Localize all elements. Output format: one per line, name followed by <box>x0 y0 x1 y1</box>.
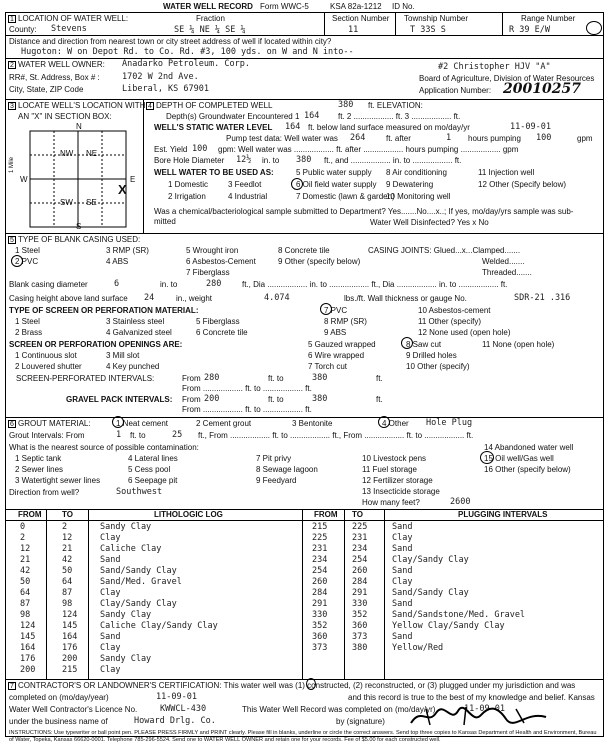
table-cell: Sand <box>392 544 413 554</box>
table-cell: Clay/Sandy Clay <box>100 599 177 609</box>
screen-rmp: 8 RMP (SR) <box>324 317 367 326</box>
table-row <box>6 598 603 608</box>
sawcut-circle <box>401 337 413 349</box>
static-level-date: 11-09-01 <box>510 122 551 132</box>
gravel-to: 380 <box>312 394 328 404</box>
casing-diameter-mid: in. to <box>160 280 178 289</box>
contam-fuel: 11 Fuel storage <box>362 465 417 474</box>
table-cell: 330 <box>312 610 328 620</box>
table-cell: 231 <box>352 533 368 543</box>
casing-rmp: 3 RMP (SR) <box>106 246 149 255</box>
feet-label: How many feet? <box>362 498 420 507</box>
casing-diameter-label: Blank casing diameter <box>9 280 88 289</box>
spi-from: 280 <box>204 373 220 383</box>
open-key: 4 Key punched <box>106 362 160 371</box>
form-title: WATER WELL RECORD <box>163 2 253 11</box>
contam-septic: 1 Septic tank <box>15 454 62 463</box>
contam-livestock: 10 Livestock pens <box>362 454 427 463</box>
spi-to-label: ft. to <box>268 374 284 383</box>
static-level-value: 164 <box>285 122 301 132</box>
location-x-mark: X <box>118 182 127 197</box>
casing-concrete: 8 Concrete tile <box>278 246 330 255</box>
table-cell: Clay <box>100 665 121 675</box>
section6-label: 6 GROUT MATERIAL: <box>8 420 91 428</box>
table-cell: 284 <box>312 588 328 598</box>
table-cell: Sand <box>392 599 413 609</box>
table-cell: Sand <box>392 522 413 532</box>
log-header: FROM TO LITHOLOGIC LOG FROM TO PLUGGING INTERVALS <box>18 510 548 519</box>
ew-circle <box>586 21 602 35</box>
table-cell: 124 <box>62 610 78 620</box>
table-row <box>6 543 603 553</box>
owner-value: Anadarko Petroleum. Corp. <box>122 59 250 69</box>
table-cell: 98 <box>20 610 31 620</box>
contam-sewer: 2 Sewer lines <box>15 465 64 474</box>
signature-label: by (signature) <box>336 717 385 726</box>
use-feedlot: 3 Feedlot <box>228 180 262 189</box>
table-cell: 50 <box>62 566 73 576</box>
open-wire: 6 Wire wrapped <box>308 351 365 360</box>
table-cell: 254 <box>312 566 328 576</box>
record-date: 11-09-01 <box>464 704 505 714</box>
table-cell: Yellow Clay/Sandy Clay <box>392 621 505 631</box>
table-cell: 373 <box>352 632 368 642</box>
table-cell: 254 <box>352 555 368 565</box>
casing-height-value: 24 <box>144 293 155 303</box>
section5-label: 5 TYPE OF BLANK CASING USED: <box>8 236 140 244</box>
contam-oilwell: 15 Oil well/Gas well <box>484 454 554 463</box>
table-cell: 234 <box>352 544 368 554</box>
township-value: T 33S S <box>410 25 446 35</box>
use-air: 8 Air conditioning <box>386 168 447 177</box>
grout-from: 1 <box>116 430 122 440</box>
open-gauzed: 5 Gauzed wrapped <box>308 340 376 349</box>
table-cell: 291 <box>352 588 368 598</box>
grout-tail: ft., From .................. ft. to .................. ft., From .................. ft. to .................. ft. <box>198 431 474 440</box>
section2-label: 2 WATER WELL OWNER: <box>8 61 105 69</box>
county-label: County: <box>9 25 37 34</box>
table-cell: Clay <box>100 588 121 598</box>
sw-label: SW <box>60 198 73 207</box>
signature <box>406 703 556 729</box>
table-cell: 2 <box>20 533 26 543</box>
fraction-label: Fraction <box>196 14 225 23</box>
business-label: under the business name of <box>9 717 108 726</box>
table-cell: Yellow/Red <box>392 643 444 653</box>
table-cell: 164 <box>62 632 78 642</box>
casing-diameter-to: 280 <box>206 279 222 289</box>
table-cell: Sand/Sandy Clay <box>392 588 469 598</box>
open-mill: 3 Mill slot <box>106 351 140 360</box>
table-cell: Sand <box>392 566 413 576</box>
direction-value: Southwest <box>116 487 163 497</box>
contam-other: 16 Other (specify below) <box>484 465 571 474</box>
table-cell: 352 <box>312 621 328 631</box>
casing-height-label: Casing height above land surface <box>9 294 128 303</box>
grout-other-circle <box>378 416 390 428</box>
township-label: Township Number <box>404 14 469 23</box>
table-cell: Sand <box>392 632 413 642</box>
gravel-from-label: From <box>182 395 201 404</box>
table-cell: 200 <box>20 665 36 675</box>
id-label: ID No. <box>392 2 415 11</box>
west-label: W <box>20 175 28 184</box>
table-cell: 284 <box>352 577 368 587</box>
business-value: Howard Drlg. Co. <box>134 716 216 726</box>
se-label: SE <box>86 198 97 207</box>
groundwater-label: Depth(s) Groundwater Encountered 1 <box>166 112 300 121</box>
ne-label: NE <box>86 149 98 158</box>
table-row <box>6 653 603 663</box>
screen-stainless: 3 Stainless steel <box>106 317 165 326</box>
licence-label: Water Well Contractor's Licence No. <box>9 705 138 714</box>
screen-other: 11 Other (specify) <box>418 317 481 326</box>
yield-label: Est. Yield <box>154 145 188 154</box>
elevation-label: ft. ELEVATION: <box>368 101 423 110</box>
table-cell: 373 <box>312 643 328 653</box>
open-continuous: 1 Continuous slot <box>15 351 77 360</box>
well-name: #2 Christopher HJV "A" <box>438 62 551 72</box>
table-cell: 360 <box>312 632 328 642</box>
table-cell: 2 <box>62 522 68 532</box>
spi-label: SCREEN-PERFORATED INTERVALS: <box>16 374 155 383</box>
contam-label: What is the nearest source of possible contamination: <box>9 443 199 452</box>
application-label: Application Number: <box>419 86 492 95</box>
casing-weight-label: in., weight <box>176 294 213 303</box>
contam-insecticide: 13 Insecticide storage <box>362 487 440 496</box>
screen-galvanized: 4 Galvanized steel <box>106 328 172 337</box>
range-label: Range Number <box>521 14 576 23</box>
table-cell: 42 <box>62 555 73 565</box>
casing-weight-value: 4.074 <box>264 293 290 303</box>
bore-mid: in. to <box>262 156 280 165</box>
table-cell: Sandy Clay <box>100 654 152 664</box>
table-cell: 21 <box>20 555 31 565</box>
table-cell: 50 <box>20 577 31 587</box>
licence-value: KWWCL-430 <box>160 704 207 714</box>
grout-to: 25 <box>172 430 183 440</box>
table-cell: Clay <box>100 533 121 543</box>
instructions: INSTRUCTIONS: Use typewriter or ball point pen. PLEASE PRESS FIRMLY and PRINT clearly. Please fill in blanks, underline or circle the correct answers. Send top three copies to Kansas Department of Health and Environment, Bureau of Water, Topeka, Kansas 66620-0001. Telephone 785-296-5524. Send one to WATER WELL OWNER and retain one for your records. Fee of $5.00 for each constructed well. <box>9 730 597 743</box>
table-cell: 215 <box>62 665 78 675</box>
disinfected: Water Well Disinfected? Yes x No <box>370 218 489 227</box>
casing-diameter-tail: ft., Dia .................. in. to .................. ft., Dia .................. in. to .................. ft. <box>242 280 508 289</box>
table-cell: 64 <box>62 577 73 587</box>
pump-hours-value: 1 <box>446 133 452 143</box>
grout-to-label: ft. to <box>130 431 146 440</box>
casing-other: 9 Other (specify below) <box>278 257 361 266</box>
bore-value: 12½ <box>236 155 252 165</box>
table-cell: 200 <box>62 654 78 664</box>
oilwell-circle <box>480 451 494 464</box>
feet-value: 2600 <box>450 497 471 507</box>
table-cell: 225 <box>352 522 368 532</box>
range-value: R 39 E/W <box>509 25 550 35</box>
table-cell: Sand <box>100 632 121 642</box>
table-cell: 225 <box>312 533 328 543</box>
open-louvered: 2 Louvered shutter <box>15 362 82 371</box>
grout-other-value: Hole Plug <box>426 418 473 428</box>
table-row <box>6 576 603 586</box>
open-sawcut: 8 Saw cut <box>406 340 442 349</box>
pump-tail: hours pumping <box>468 134 521 143</box>
gravel-label: GRAVEL PACK INTERVALS: <box>66 395 173 404</box>
screen-pvc: 7 PVC <box>324 306 348 315</box>
direction-label: Direction from well? <box>9 488 80 497</box>
completed-value: 11-09-01 <box>156 692 197 702</box>
casing-abs: 4 ABS <box>106 257 129 266</box>
board-label: Board of Agriculture, Division of Water Resources <box>419 74 595 83</box>
table-cell: Caliche Clay <box>100 544 162 554</box>
table-cell: 124 <box>20 621 36 631</box>
table-row <box>6 532 603 542</box>
casing-joints: CASING JOINTS: Glued...x...Clamped....... <box>368 246 521 255</box>
pump-mid: ft. after <box>386 134 411 143</box>
form-header <box>0 2 609 12</box>
table-cell: 330 <box>352 599 368 609</box>
spi-ft: ft. <box>376 374 383 383</box>
north-label: N <box>76 122 82 131</box>
depth-value: 380 <box>338 100 354 110</box>
gravel-ft: ft. <box>376 395 383 404</box>
gpm-unit: gpm <box>577 134 593 143</box>
table-cell: Clay <box>100 643 121 653</box>
casing-sdr: SDR-21 .316 <box>514 293 571 303</box>
distance-label: Distance and direction from nearest town or city street address of well if located within city? <box>9 37 332 46</box>
use-industrial: 4 Industrial <box>228 192 268 201</box>
table-row <box>6 521 603 531</box>
pump-test-label: Pump test data: Well water was <box>226 134 338 143</box>
screen-concrete: 6 Concrete tile <box>196 328 248 337</box>
log-table <box>6 509 603 679</box>
table-cell: 145 <box>62 621 78 631</box>
table-row <box>6 587 603 597</box>
table-cell: 231 <box>312 544 328 554</box>
table-cell: 87 <box>20 599 31 609</box>
table-cell: 215 <box>312 522 328 532</box>
table-row <box>6 565 603 575</box>
fraction-value: SE ¼ NE ¼ SE ¼ <box>174 25 246 35</box>
section-value: 11 <box>348 25 359 35</box>
screen-abs: 9 ABS <box>324 328 347 337</box>
casing-asbestos: 6 Asbestos-Cement <box>186 257 256 266</box>
table-cell: 98 <box>62 599 73 609</box>
table-cell: 164 <box>20 643 36 653</box>
spi-from-label: From <box>182 374 201 383</box>
contam-lateral: 4 Lateral lines <box>128 454 178 463</box>
county-value: Stevens <box>51 24 87 34</box>
contam-feedyard: 9 Feedyard <box>256 476 297 485</box>
use-label: WELL WATER TO BE USED AS: <box>154 168 274 177</box>
nw-label: NW <box>60 149 74 158</box>
bore-label: Bore Hole Diameter <box>154 156 225 165</box>
table-cell: Clay <box>392 533 413 543</box>
static-level-label: WELL'S STATIC WATER LEVEL <box>154 123 273 132</box>
table-cell: 176 <box>20 654 36 664</box>
use-oilfield: 6 Oil field water supply <box>296 180 377 189</box>
contam-pit: 7 Pit privy <box>256 454 292 463</box>
casing-weight-tail: lbs./ft. Wall thickness or gauge No. <box>344 294 467 303</box>
oilfield-circle <box>291 178 303 190</box>
table-cell: 0 <box>20 522 26 532</box>
screen-steel: 1 Steel <box>15 317 40 326</box>
table-cell: 12 <box>62 533 73 543</box>
table-cell: 64 <box>20 588 31 598</box>
use-injection: 11 Injection well <box>478 168 535 177</box>
table-cell: Sand/Sandstone/Med. Gravel <box>392 610 526 620</box>
mile-label: 1 Mile <box>9 156 15 173</box>
grout-bentonite: 3 Bentonite <box>292 419 333 428</box>
table-row <box>6 554 603 564</box>
section3-label: 3 LOCATE WELL'S LOCATION WITH <box>8 102 145 110</box>
table-cell: Clay/Sandy Clay <box>392 555 469 565</box>
distance-value: Hugoton: W on Depot Rd. to Co. Rd. #3, 100 yds. on W and N into-- <box>21 47 354 57</box>
chem-sample-2: mitted <box>154 217 176 226</box>
static-level-tail: ft. below land surface measured on mo/day/yr <box>308 123 470 132</box>
table-cell: 42 <box>20 566 31 576</box>
table-cell: 360 <box>352 621 368 631</box>
casing-wrought: 5 Wrought iron <box>186 246 239 255</box>
open-drilled: 9 Drilled holes <box>406 351 457 360</box>
table-cell: 145 <box>20 632 36 642</box>
groundwater-value: 164 <box>304 111 320 121</box>
address-label: RR#, St. Address, Box # : <box>9 73 100 82</box>
use-other: 12 Other (Specify below) <box>478 180 567 189</box>
form-number: Form WWC-5 <box>260 2 309 11</box>
use-dewatering: 9 Dewatering <box>386 180 434 189</box>
table-cell: 291 <box>312 599 328 609</box>
table-row <box>6 631 603 641</box>
contam-watertight: 3 Watertight sewer lines <box>15 476 101 485</box>
grout-neat-circle <box>112 416 124 428</box>
screen-asbestos: 10 Asbestos-cement <box>418 306 491 315</box>
section3-sublabel: AN "X" IN SECTION BOX: <box>18 112 112 121</box>
use-irrigation: 2 Irrigation <box>168 192 206 201</box>
grout-neat: 1 Neat cement <box>116 419 169 428</box>
contam-abandoned: 14 Abandoned water well <box>484 443 574 452</box>
open-other: 10 Other (specify) <box>406 362 470 371</box>
table-row <box>6 609 603 619</box>
section-label: Section Number <box>332 14 390 23</box>
screen-pvc-circle <box>320 303 332 315</box>
table-cell: 260 <box>312 577 328 587</box>
application-number: 20010257 <box>503 81 581 97</box>
table-row <box>6 642 603 652</box>
bore-tail: ft., and .................. in. to .................. ft. <box>324 156 462 165</box>
constructed-circle <box>306 678 316 690</box>
city-value: Liberal, KS 67901 <box>122 84 209 94</box>
pump-ft-value: 264 <box>350 133 366 143</box>
screen-brass: 2 Brass <box>15 328 43 337</box>
section7-label: 7 CONTRACTOR'S OR LANDOWNER'S CERTIFICATION: This water well was (1) constructed, (2) reconstructed, or (3) plugged under my jurisdiction and was <box>8 682 575 690</box>
casing-threaded: Threaded....... <box>482 268 532 277</box>
contam-cess: 5 Cess pool <box>128 465 171 474</box>
completed-tail: and this record is true to the best of my knowledge and belief. Kansas <box>348 693 595 702</box>
gravel-from: 200 <box>204 394 220 404</box>
table-cell: Clay <box>392 577 413 587</box>
table-cell: 12 <box>20 544 31 554</box>
table-cell: Sandy Clay <box>100 522 152 532</box>
table-cell: Sand <box>100 555 121 565</box>
spi-more: From .................. ft. to .................. ft. <box>182 384 312 393</box>
section4-label: 4 DEPTH OF COMPLETED WELL <box>146 102 272 110</box>
east-label: E <box>130 175 136 184</box>
table-row <box>6 620 603 630</box>
gravel-to-label: ft. to <box>268 395 284 404</box>
table-cell: 87 <box>62 588 73 598</box>
bore-to-value: 380 <box>296 155 312 165</box>
gravel-more: From .................. ft. to .................. ft. <box>182 405 312 414</box>
casing-fiberglass: 7 Fiberglass <box>186 268 230 277</box>
casing-diameter-value: 6 <box>114 279 120 289</box>
casing-welded: Welded....... <box>482 257 525 266</box>
spi-to: 380 <box>312 373 328 383</box>
contam-lagoon: 8 Sewage lagoon <box>256 465 318 474</box>
table-cell: Caliche Clay/Sandy Clay <box>100 621 218 631</box>
table-cell: 260 <box>352 566 368 576</box>
casing-steel: 1 Steel <box>15 246 40 255</box>
contam-seepage: 6 Seepage pit <box>128 476 178 485</box>
ksa-number: KSA 82a-1212 <box>330 2 382 11</box>
chem-sample: Was a chemical/bacteriological sample submitted to Department? Yes.......No....x..; If yes, mo/day/yrs sample was sub- <box>154 207 574 216</box>
table-cell: 352 <box>352 610 368 620</box>
table-cell: Sand/Sandy Clay <box>100 566 177 576</box>
use-monitoring: 10 Monitoring well <box>386 192 451 201</box>
grout-intervals-label: Grout Intervals: From <box>9 431 85 440</box>
yield-value: 100 <box>192 144 208 154</box>
open-torch: 7 Torch cut <box>308 362 347 371</box>
casing-pvc: 2 PVC <box>15 257 39 266</box>
use-lawn: 7 Domestic (lawn & garden) <box>296 192 395 201</box>
open-none: 11 None (open hole) <box>482 340 555 349</box>
grout-cement: 2 Cement grout <box>196 419 252 428</box>
completed-label: completed on (mo/day/year) <box>9 693 109 702</box>
city-label: City, State, ZIP Code <box>9 85 84 94</box>
use-domestic: 1 Domestic <box>168 180 209 189</box>
south-label: S <box>76 222 82 231</box>
address-value: 1702 W 2nd Ave. <box>122 72 199 82</box>
section1-label: 1 LOCATION OF WATER WELL: <box>8 15 128 23</box>
pvc-circle <box>11 255 23 267</box>
screen-none: 12 None used (open hole) <box>418 328 511 337</box>
table-cell: Sand/Med. Gravel <box>100 577 182 587</box>
groundwater-tail: ft. 2 .................. ft. 3 .................. ft. <box>338 112 461 121</box>
table-cell: 176 <box>62 643 78 653</box>
table-cell: 380 <box>352 643 368 653</box>
use-public: 5 Public water supply <box>296 168 372 177</box>
screen-label: TYPE OF SCREEN OR PERFORATION MATERIAL: <box>9 306 199 315</box>
screen-fiberglass: 5 Fiberglass <box>196 317 240 326</box>
yield-tail: gpm: Well water was .................. ft. after .................. hours pumping .................. gpm <box>218 145 519 154</box>
table-cell: Sandy Clay <box>100 610 152 620</box>
pump-gpm-value: 100 <box>536 133 552 143</box>
table-cell: 21 <box>62 544 73 554</box>
water-well-record-form <box>5 12 604 743</box>
grout-other: 4 Other <box>382 419 409 428</box>
contam-fertilizer: 12 Fertilizer storage <box>362 476 433 485</box>
table-row <box>6 664 603 674</box>
openings-label: SCREEN OR PERFORATION OPENINGS ARE: <box>9 340 183 349</box>
table-cell: 234 <box>312 555 328 565</box>
licence-mid: This Water Well Record was completed on (mo/day/yr) <box>242 705 436 714</box>
